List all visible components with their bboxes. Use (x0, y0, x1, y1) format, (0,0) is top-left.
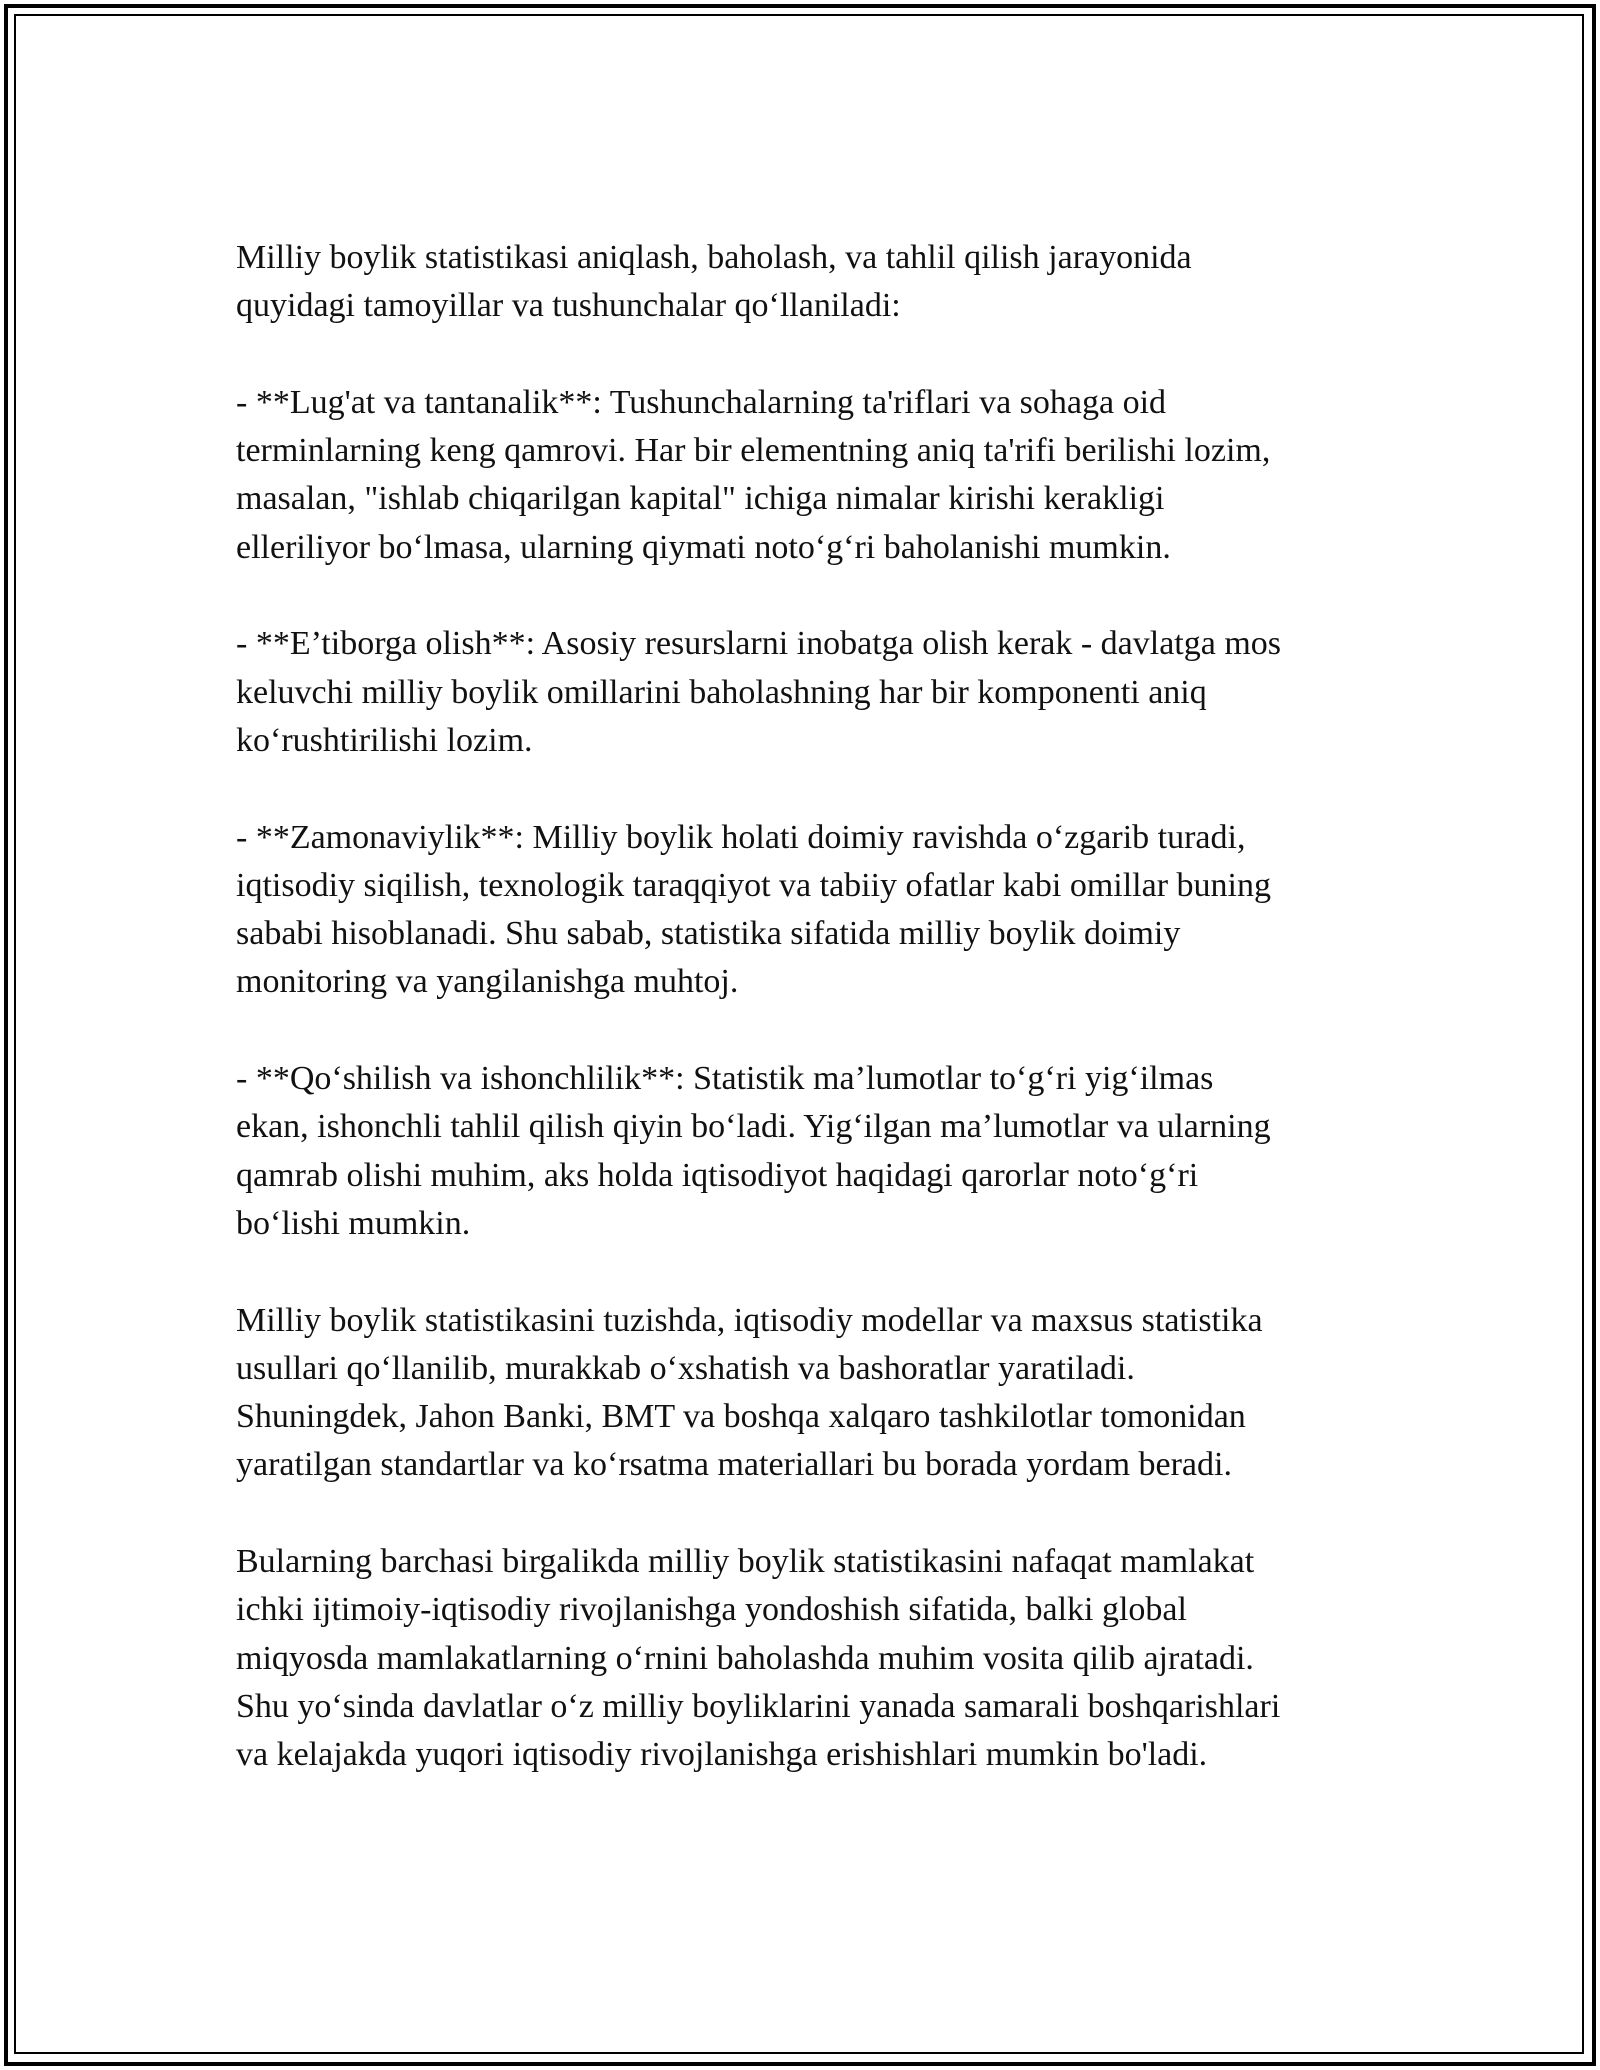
text-line: yaratilgan standartlar va ko‘rsatma materiallari bu borada yordam beradi. (236, 1446, 1232, 1484)
text-line: usullari qo‘llanilib, murakkab o‘xshatish va bashoratlar yaratiladi. (236, 1349, 1135, 1387)
text-line: keluvchi milliy boylik omillarini baholashning har bir komponenti aniq (236, 673, 1207, 711)
methods-paragraph (236, 1297, 1406, 1490)
text-line: - **Qo‘shilish va ishonchlilik**: Statistik ma’lumotlar to‘g‘ri yig‘ilmas (236, 1060, 1214, 1098)
text-line: elleriliyor bo‘lmasa, ularning qiymati noto‘g‘ri baholanishi mumkin. (236, 528, 1171, 566)
text-line: Milliy boylik statistikasini tuzishda, iqtisodiy modellar va maxsus statistika (236, 1301, 1263, 1339)
text-line: masalan, "ishlab chiqarilgan kapital" ichiga nimalar kirishi kerakligi (236, 480, 1165, 518)
bullet-paragraph-qoshilish (236, 1055, 1406, 1248)
conclusion-paragraph (236, 1538, 1406, 1779)
text-line: monitoring va yangilanishga muhtoj. (236, 963, 739, 1001)
text-line: ichki ijtimoiy-iqtisodiy rivojlanishga yondoshish sifatida, balki global (236, 1591, 1187, 1629)
text-line: ko‘rushtirilishi lozim. (236, 721, 533, 759)
text-line: terminlarning keng qamrovi. Har bir elementning aniq ta'rifi berilishi lozim, (236, 432, 1271, 470)
text-line: ekan, ishonchli tahlil qilish qiyin bo‘ladi. Yig‘ilgan ma’lumotlar va ularning (236, 1108, 1271, 1146)
text-line: Shu yo‘sinda davlatlar o‘z milliy boyliklarini yanada samarali boshqarishlari (236, 1687, 1281, 1725)
text-line: iqtisodiy siqilish, texnologik taraqqiyot va tabiiy ofatlar kabi omillar buning (236, 866, 1271, 904)
text-line: Milliy boylik statistikasi aniqlash, baholash, va tahlil qilish jarayonida (236, 239, 1192, 276)
text-line: qamrab olishi muhim, aks holda iqtisodiyot haqidagi qarorlar noto‘g‘ri (236, 1156, 1199, 1194)
bullet-paragraph-etiborga (236, 620, 1406, 765)
bullet-paragraph-zamonaviylik (236, 814, 1406, 1007)
text-line: sababi hisoblanadi. Shu sabab, statistika sifatida milliy boylik doimiy (236, 915, 1181, 953)
text-line: - **E’tiborga olish**: Asosiy resurslarni inobatga olish kerak - davlatga mos (236, 625, 1282, 663)
document-body (236, 234, 1406, 1828)
text-line: Shuningdek, Jahon Banki, BMT va boshqa xalqaro tashkilotlar tomonidan (236, 1398, 1246, 1436)
text-line: va kelajakda yuqori iqtisodiy rivojlanishga erishishlari mumkin bo'ladi. (236, 1736, 1208, 1774)
text-line: miqyosda mamlakatlarning o‘rnini baholashda muhim vosita qilib ajratadi. (236, 1639, 1254, 1677)
bullet-paragraph-lugat (236, 379, 1406, 572)
text-line: Bularning barchasi birgalikda milliy boylik statistikasini nafaqat mamlakat (236, 1543, 1255, 1581)
text-line: quyidagi tamoyillar va tushunchalar qo‘llaniladi: (236, 287, 901, 325)
text-line: - **Lug'at va tantanalik**: Tushunchalarning ta'riflari va sohaga oid (236, 383, 1167, 421)
text-line: - **Zamonaviylik**: Milliy boylik holati doimiy ravishda o‘zgarib turadi, (236, 818, 1246, 856)
intro-paragraph (236, 234, 1406, 331)
text-line: bo‘lishi mumkin. (236, 1204, 471, 1242)
